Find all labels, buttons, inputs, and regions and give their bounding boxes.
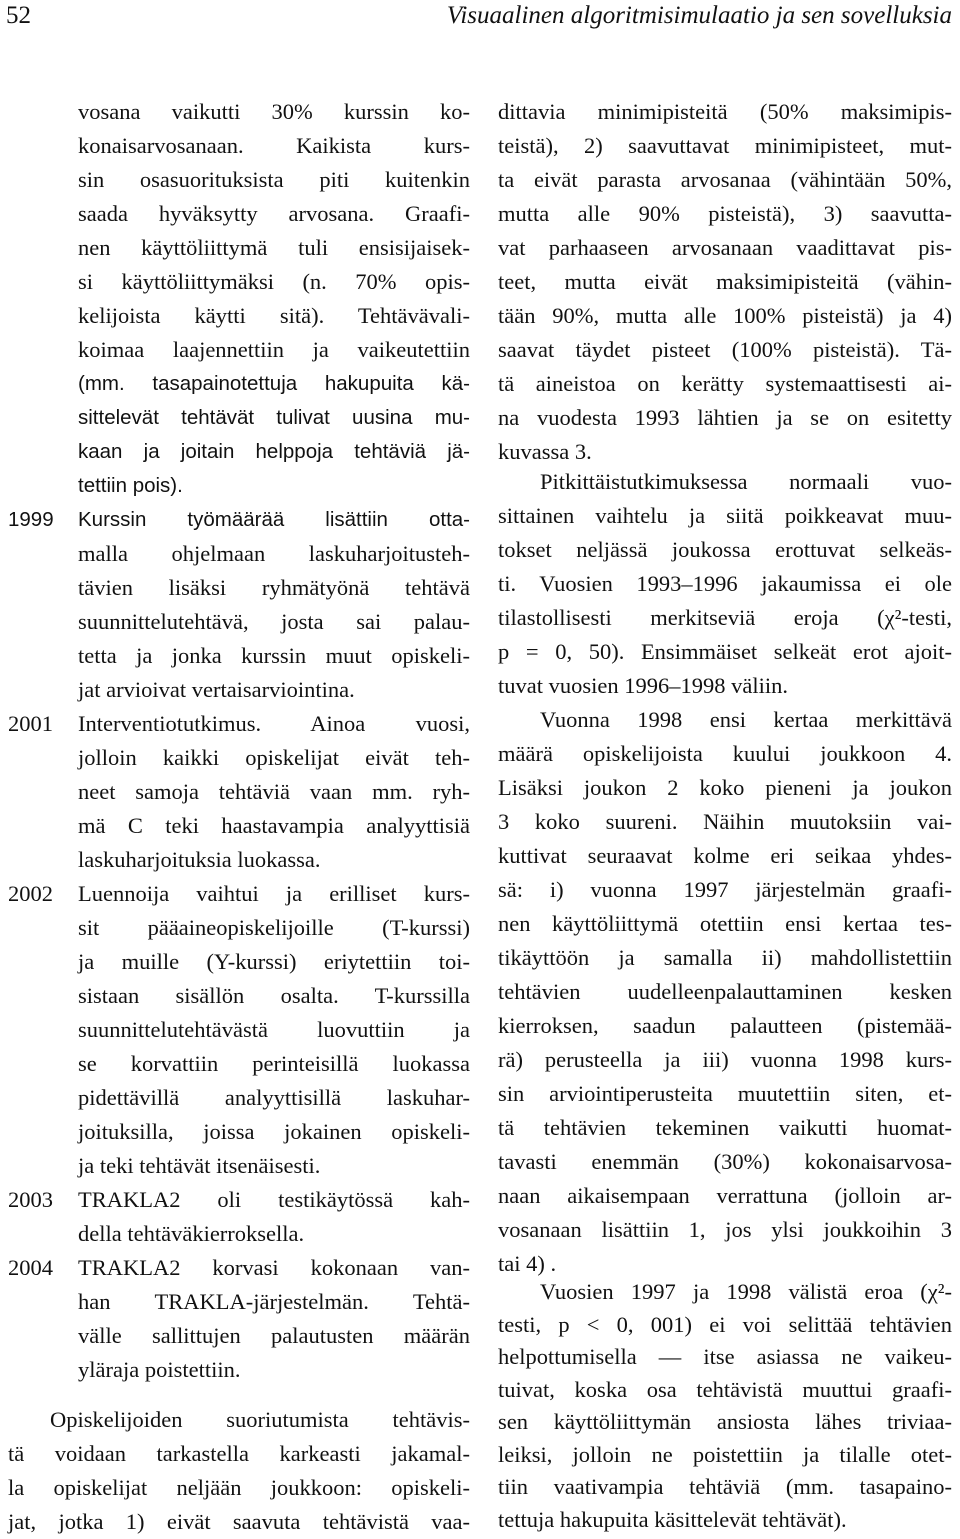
text-line: laskuharjoituksia luokassa. (78, 847, 321, 872)
text-line: Kurssin työmäärää lisättiin otta- (78, 508, 470, 531)
text-line: vat parhaaseen arvosanaan vaadittavat pis- (498, 235, 952, 260)
text-line: jolloin kaikki opiskelijat eivät teh- (78, 745, 470, 770)
text-line: tävien lisäksi ryhmätyönä tehtävä (78, 575, 470, 600)
text-line: naan aikaisempaan verrattuna (jolloin ar- (498, 1183, 952, 1208)
entry-year: 2004 (8, 1255, 53, 1280)
text-line: TRAKLA2 oli testikäytössä kah- (78, 1187, 470, 1212)
text-line: leiksi, jolloin ne poistettiin ja tilalle otet- (498, 1441, 952, 1467)
text-line: Pitkittäistutkimuksessa normaali vuo- (540, 469, 952, 494)
text-line: Opiskelijoiden suoriutumista tehtävis- (50, 1407, 470, 1432)
text-line: nen käyttöliittymä tuli ensisijaisek- (78, 235, 470, 260)
text-line: tuvat vuosien 1996–1998 väliin. (498, 673, 788, 698)
text-line: saada hyväksytty arvosana. Graafi- (78, 201, 470, 226)
text-line: tiin vaativampia tehtäviä (mm. tasapaino- (498, 1474, 952, 1499)
text-line: dittavia minimipisteitä (50% maksimipis- (498, 99, 952, 124)
text-line: sittainen vaihtelu ja siitä poikkeavat muu- (498, 503, 952, 528)
text-line: neet samoja tehtäviä vaan mm. ryh- (78, 779, 470, 804)
text-line: rä) perusteella ja iii) vuonna 1998 kurs- (498, 1047, 952, 1072)
text-line: Vuosien 1997 ja 1998 välistä eroa (χ²- (540, 1279, 952, 1304)
text-line: tikäyttöön ja samalla ii) mahdollistettiin (498, 945, 952, 970)
text-line: tetta ja jonka kurssin muut opiskeli- (78, 643, 470, 668)
text-line: koimaa laajennettiin ja vaikeutettiin (78, 337, 470, 362)
text-line: jat arvioivat vertaisarviointina. (78, 677, 355, 702)
running-title: Visuaalinen algoritmisimulaatio ja sen sovelluksia (446, 2, 952, 29)
text-line: kuvassa 3. (498, 439, 592, 464)
text-line: vosanaan lisättiin 1, jos ylsi joukkoihin 3 (498, 1217, 952, 1242)
text-line: tilastollisesti merkitseviä eroja (χ²-testi, (498, 605, 952, 630)
text-line: se korvattiin perinteisillä luokassa (78, 1051, 470, 1076)
text-line: suunnittelutehtävästä luovuttiin ja (78, 1017, 470, 1042)
text-line: vosana vaikutti 30% kurssin ko- (78, 99, 470, 124)
text-line: TRAKLA2 korvasi kokonaan van- (78, 1255, 470, 1280)
text-line: (mm. tasapainotettuja hakupuita kä- (78, 372, 470, 395)
text-line: tä voidaan tarkastella karkeasti jakamal- (8, 1441, 470, 1466)
text-line: helpottumisella — itse asiassa ne vaikeu- (498, 1344, 952, 1369)
text-line: kelijoista käytti sitä). Tehtävävali- (78, 303, 470, 328)
text-line: nen käyttöliittymä otettiin ensi kertaa tes- (498, 911, 952, 936)
page-header (0, 0, 960, 40)
text-line: della tehtäväkierroksella. (78, 1221, 305, 1246)
text-line: sin arviointiperusteita muutettiin siten, et- (498, 1081, 952, 1106)
text-line: välle sallittujen palautusten määrän (78, 1323, 470, 1348)
text-line: tokset neljässä joukossa erottuvat selkeäs- (498, 537, 952, 562)
entry-year: 1999 (8, 508, 54, 531)
text-line: jat, jotka 1) eivät saavuta tehtävistä vaa- (8, 1509, 470, 1534)
text-line: sit pääaineopiskelijoille (T-kurssi) (78, 915, 470, 940)
text-line: Lisäksi joukon 2 koko pieneni ja joukon (498, 775, 952, 800)
text-line: tettuja hakupuita käsittelevät tehtävät). (498, 1506, 847, 1532)
text-line: joituksilla, joissa jokainen opiskeli- (78, 1119, 470, 1144)
text-line: la opiskelijat neljään joukkoon: opiskeli- (8, 1475, 470, 1500)
text-line: na vuodesta 1993 lähtien ja se on esitetty (498, 405, 952, 430)
page-number: 52 (6, 2, 31, 29)
text-line: Vuonna 1998 ensi kertaa merkittävä (540, 707, 952, 732)
text-line: määrä opiskelijoista kuului joukkoon 4. (498, 741, 952, 766)
text-line: tettiin pois). (78, 474, 183, 497)
text-line: sistaan sisällön osalta. T-kurssilla (78, 983, 470, 1008)
text-line: saavat täydet pisteet (100% pisteistä). Tä- (498, 337, 952, 362)
text-line: kaan ja joitain helppoja tehtäviä jä- (78, 440, 470, 463)
text-line: sen käyttöliittymän ansiosta lähes triviaa- (498, 1409, 952, 1434)
text-line: sittelevät tehtävät tulivat uusina mu- (78, 406, 470, 429)
text-line: kierroksen, saadun palautteen (pistemää- (498, 1013, 952, 1038)
text-line: sä: i) vuonna 1997 järjestelmän graafi- (498, 877, 952, 902)
text-line: malla ohjelmaan laskuharjoitusteh- (78, 541, 470, 566)
text-line: Luennoija vaihtui ja erilliset kurs- (78, 881, 470, 906)
text-line: testi, p < 0, 001) ei voi selittää tehtävien (498, 1311, 952, 1337)
text-line: yläraja poistettiin. (78, 1357, 241, 1382)
text-line: sin osasuorituksista piti kuitenkin (78, 167, 470, 192)
entry-year: 2001 (8, 711, 53, 736)
text-line: tä aineistoa on kerätty systemaattisesti ai- (498, 371, 952, 396)
text-line: konaisarvosanaan. Kaikista kurs- (78, 133, 470, 158)
text-line: teet, mutta eivät maksimipisteitä (vähin- (498, 269, 952, 294)
text-line: ja muille (Y-kurssi) eriytettiin toi- (78, 949, 470, 974)
text-line: mutta alle 90% pisteistä), 3) saavutta- (498, 201, 952, 226)
text-line: tai 4) . (498, 1251, 557, 1276)
text-line: han TRAKLA-järjestelmän. Tehtä- (78, 1289, 470, 1314)
text-line: ti. Vuosien 1993–1996 jakaumissa ei ole (498, 571, 952, 596)
text-line: 3 koko suureni. Näihin muutoksiin vai- (498, 809, 952, 834)
text-line: suunnittelutehtävä, josta sai palau- (78, 609, 470, 634)
text-line: kuttivat seuraavat kolme eri seikaa yhdes- (498, 843, 952, 868)
text-line: mä C teki haastavampia analyyttisiä (78, 813, 470, 838)
text-line: Interventiotutkimus. Ainoa vuosi, (78, 711, 470, 736)
entry-year: 2002 (8, 881, 53, 906)
text-line: si käyttöliittymäksi (n. 70% opis- (78, 269, 470, 294)
text-line: p = 0, 50). Ensimmäiset selkeät erot ajoit- (498, 639, 952, 664)
text-line: ta eivät parasta arvosanaa (vähintään 50%, (498, 167, 952, 192)
text-line: pidettävillä analyyttisillä laskuhar- (78, 1085, 470, 1110)
text-line: tehtävien uudelleenpalauttaminen kesken (498, 979, 952, 1004)
text-line: tavasti enemmän (30%) kokonaisarvosa- (498, 1149, 952, 1174)
text-line: tään 90%, mutta alle 100% pisteistä) ja 4) (498, 303, 952, 328)
text-line: teistä), 2) saavuttavat minimipisteet, mut- (498, 133, 952, 158)
text-line: tuivat, koska osa tehtävistä muuttui graafi- (498, 1376, 952, 1402)
text-line: ja teki tehtävät itsenäisesti. (78, 1153, 321, 1178)
entry-year: 2003 (8, 1187, 53, 1212)
text-line: tä tehtävien tekeminen vaikutti huomat- (498, 1115, 952, 1140)
